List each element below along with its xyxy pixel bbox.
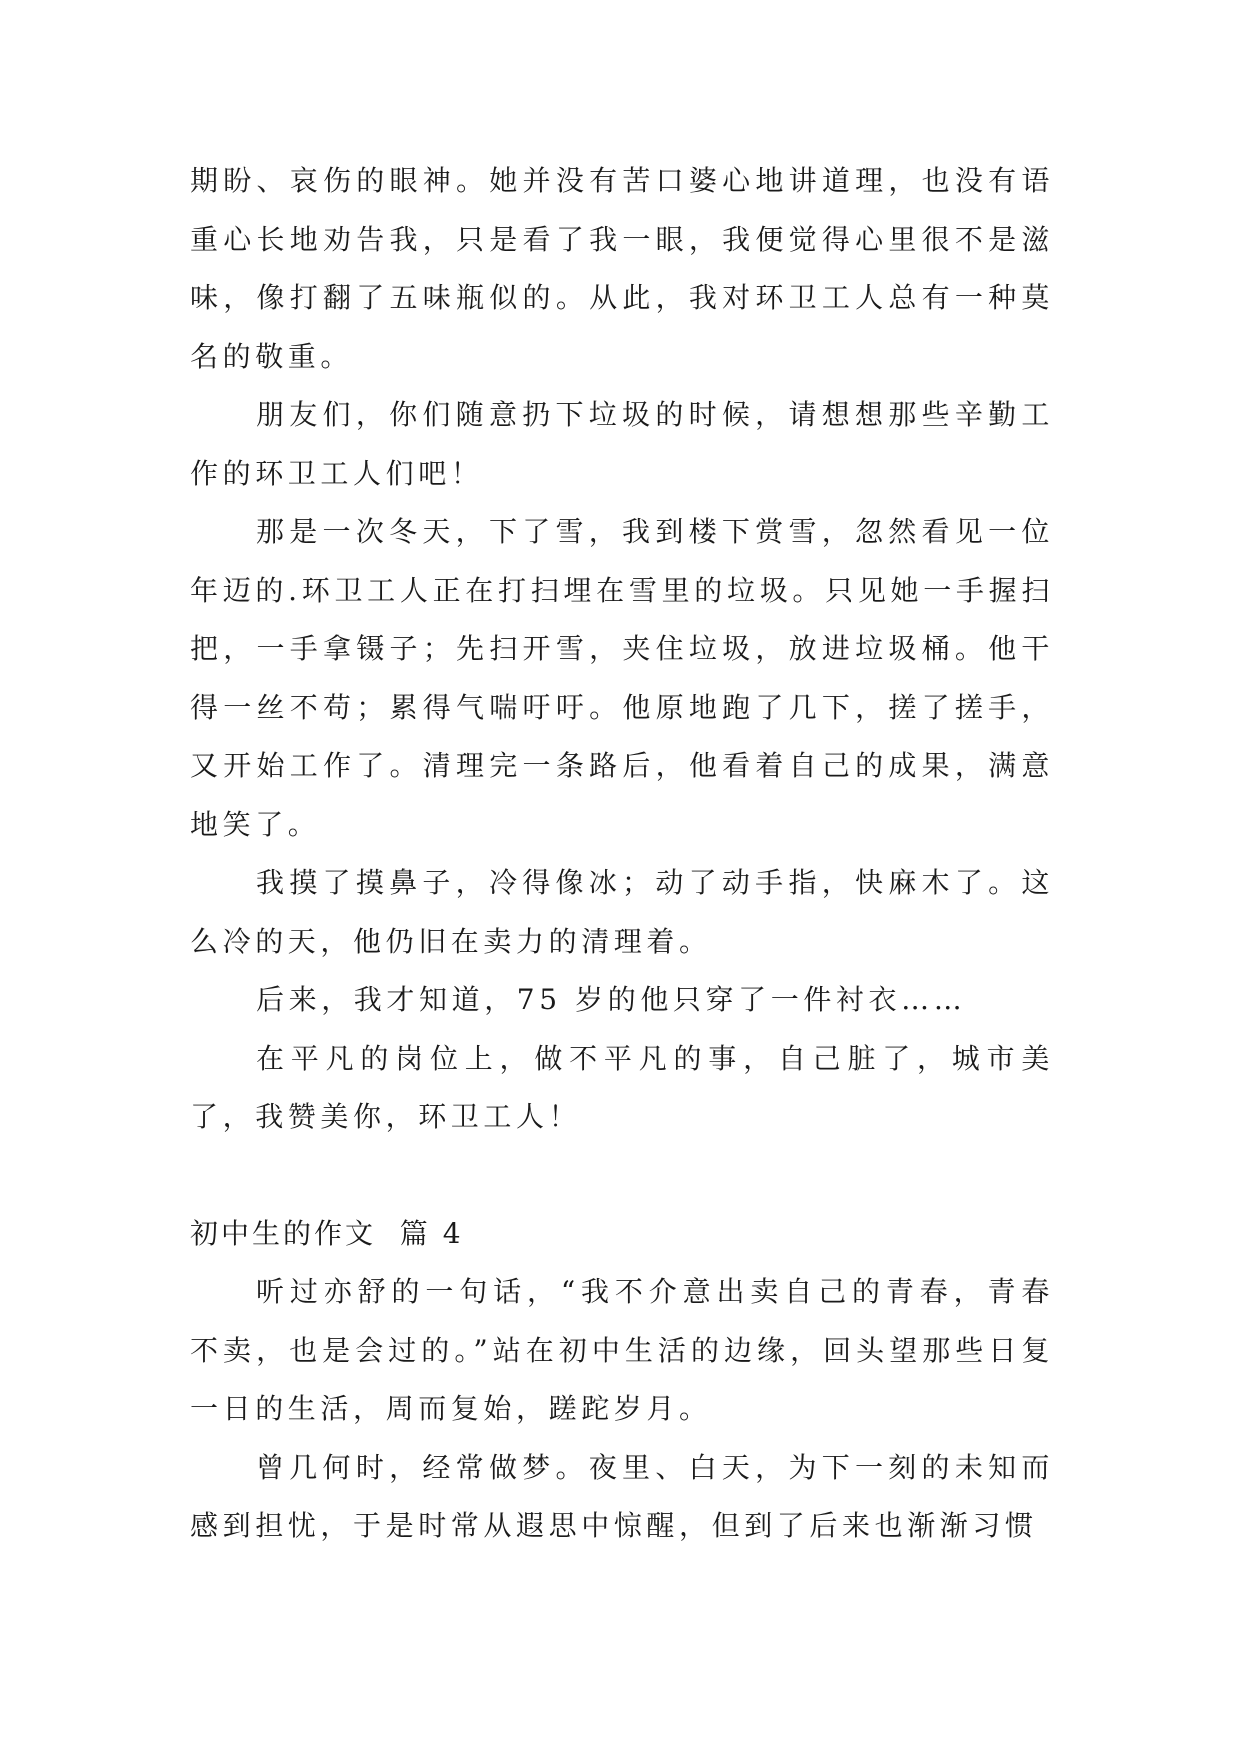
paragraph: 听过亦舒的一句话，“我不介意出卖自己的青春，青春不卖，也是会过的。”站在初中生活的边缘，回头望那些日复一日的生活，周而复始，蹉跎岁月。 — [190, 1275, 1054, 1425]
paragraph: 曾几何时，经常做梦。夜里、白天，为下一刻的未知而感到担忧，于是时常从遐思中惊醒，但到了后来也渐渐习惯 — [190, 1450, 1054, 1542]
paragraph: 朋友们，你们随意扔下垃圾的时候，请想想那些辛勤工作的环卫工人们吧！ — [190, 398, 1054, 490]
section-title: 初中生的作文 篇 4 — [190, 1216, 464, 1250]
paragraph: 我摸了摸鼻子，冷得像冰；动了动手指，快麻木了。这么冷的天，他仍旧在卖力的清理着。 — [190, 866, 1054, 958]
paragraph: 那是一次冬天，下了雪，我到楼下赏雪，忽然看见一位年迈的.环卫工人正在打扫埋在雪里的垃圾。只见她一手握扫把，一手拿镊子；先扫开雪，夹住垃圾，放进垃圾桶。他干得一丝不苟；累得气喘吁吁。他原地跑了几下，搓了搓手，又开始工作了。清理完一条路后，他看着自己的成果，满意地笑了。 — [190, 515, 1054, 841]
paragraph: 后来，我才知道，75 岁的他只穿了一件衬衣…… — [256, 983, 967, 1016]
paragraph: 期盼、哀伤的眼神。她并没有苦口婆心地讲道理，也没有语重心长地劝告我，只是看了我一眼，我便觉得心里很不是滋味，像打翻了五味瓶似的。从此，我对环卫工人总有一种莫名的敬重。 — [190, 164, 1054, 373]
section-gap — [190, 1147, 1054, 1205]
paragraph: 在平凡的岗位上，做不平凡的事，自己脏了，城市美了，我赞美你，环卫工人！ — [190, 1041, 1054, 1133]
document-page — [190, 152, 1054, 1556]
